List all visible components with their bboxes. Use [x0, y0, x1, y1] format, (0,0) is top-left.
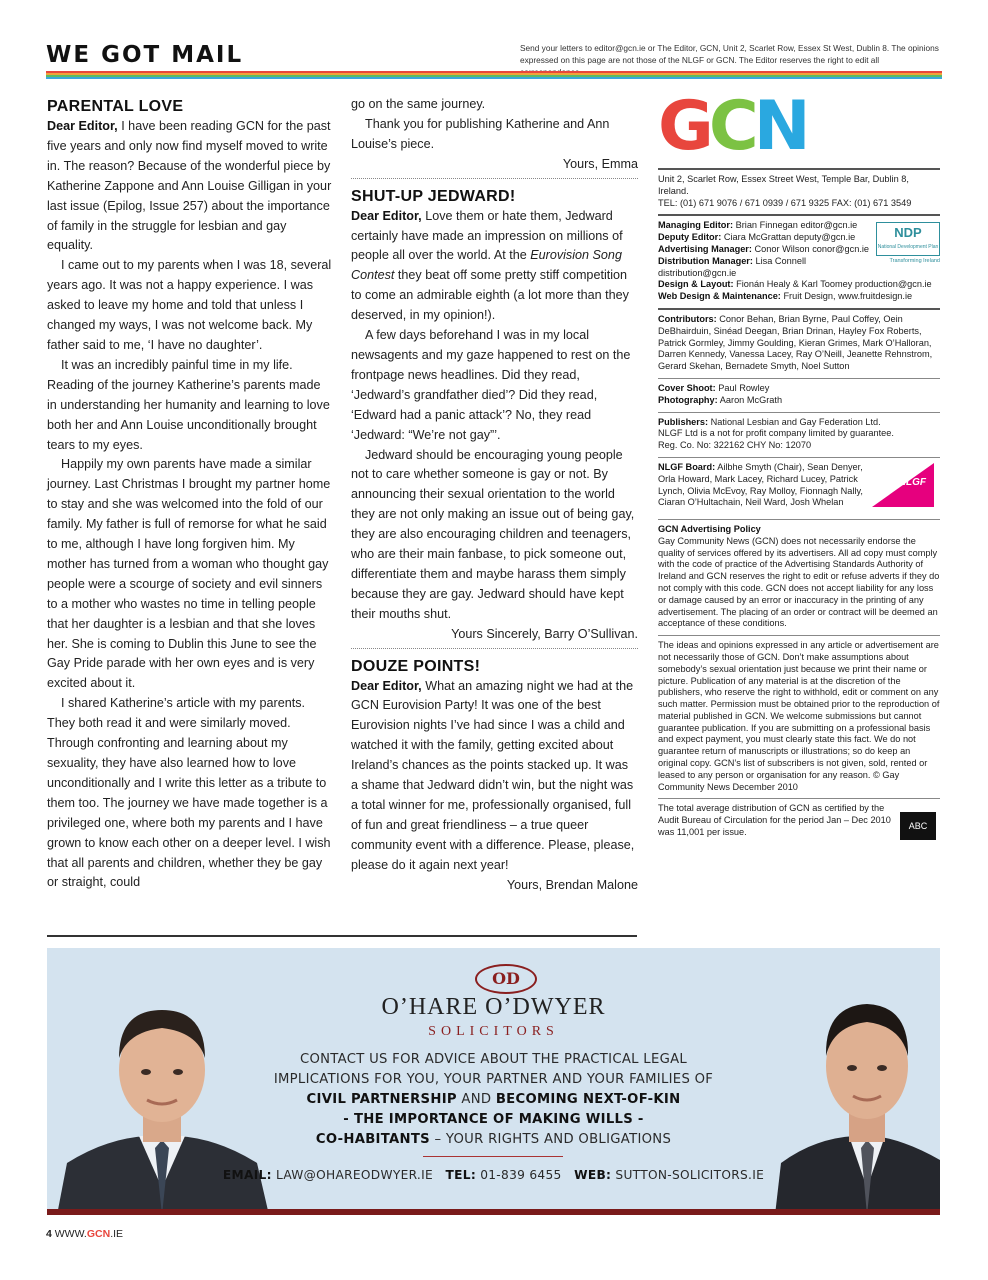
ad-bottom-bar: [47, 1209, 940, 1215]
salutation: Dear Editor,: [351, 678, 422, 693]
publication-info-column: [658, 87, 940, 848]
staff-row: Web Design & Maintenance: Fruit Design, www.fruitdesign.ie: [658, 291, 913, 302]
nlgf-logo-text: NLGF: [898, 477, 926, 489]
firm-monogram-logo: OD: [475, 964, 537, 994]
letter-paragraph: go on the same journey.: [351, 97, 486, 111]
letter-jedward: [351, 187, 638, 645]
contributors-block: Contributors: Conor Behan, Brian Byrne, Paul Coffey, Oein DeBhairduin, Sinéad Deegan, Brian Drinan, Hayley Fox Roberts, Patrick Gormley, Jimmy Goulding, Kieran Grimes, Mark O’Halloran, Darren Kennedy, Vanessa Lacey, Ray O’Neill, Jeanette Rehnstrom, Gerard Skehan, Bernadete Smyth, Noel Sutton: [658, 308, 940, 378]
letter-paragraph: Happily my own parents have made a similar journey. Last Christmas I brought my partner home to stay and she was welcomed into the fold of our family. My father is full of remorse for what he said to me, although I have long forgiven him. My mother has turned from a woman who thought gay people were a scourge of society and evil sinners to a mother who wastes no time in telling people that her daughter is a lesbian and that she loves her. She is coming to Dublin this June to see the Gay Pride parade with her own eyes and is very excited about it.: [47, 457, 331, 691]
letters-column-2: [351, 95, 638, 896]
gcn-logo: GCN: [658, 87, 806, 166]
letter-paragraph: A few days beforehand I was in my local newsagents and my gaze happened to rest on the frontpage news headlines. Did they read, ‘Jedward’s grandfather died’? Did they read, ‘Edward had a panic attack’? No, they read ‘Jedward: “We’re not gay”’.: [351, 328, 631, 442]
disclaimer-block: The ideas and opinions expressed in any article or advertisement are not necessarily those of GCN. Don’t make assumptions about somebody’s sexual orientation just because we print their name or picture. Publication of any material is at the discretion of the publishers, who reserve the right to withhold, edit or comment on any such matter. Permission must be obtained prior to the reproduction of material published in GCN. We welcome submissions but cannot guarantee publication. If you are submitting on a professional basis and expect payment, you must clearly state this fact. We do not guarantee return of manuscripts or illustrations; so do keep an original copy. GCN’s list of subscribers is not given, sold, rented or leased to any person or organisation for any reason. © Gay Community News December 2010: [658, 635, 940, 798]
letter-title: PARENTAL LOVE: [47, 98, 184, 115]
solicitors-advert[interactable]: [47, 948, 940, 1215]
dotted-divider: [351, 178, 638, 179]
letter-title: DOUZE POINTS!: [351, 657, 481, 675]
submission-notice: Send your letters to editor@gcn.ie or The Editor, GCN, Unit 2, Scarlet Row, Essex St West, Dublin 8. The opinions expressed on this page are not those of the NLGF or GCN. The Editor reserves the right to edit all: [520, 43, 939, 65]
staff-row: Advertising Manager: Conor Wilson conor@gcn.ie: [658, 243, 870, 254]
page-footer: [46, 1228, 123, 1240]
page-number: 4: [46, 1228, 52, 1240]
ad-divider: [423, 1156, 563, 1157]
ad-line-2: IMPLICATIONS FOR YOU, YOUR PARTNER AND YOUR FAMILIES OF: [273, 1072, 714, 1087]
ndp-tagline: Transforming Ireland: [889, 258, 940, 265]
staff-row: Managing Editor: Brian Finnegan editor@gcn.ie: [658, 220, 858, 231]
dotted-divider: [351, 648, 638, 649]
stripe-blue: [46, 77, 942, 79]
ad-policy-block: GCN Advertising Policy Gay Community News (GCN) does not necessarily endorse the quality of services offered by its advertisers. All ad copy must comply with the code of practice of the Advertising Standards Authority of Ireland and GCN reserves the right to edit or refuse adverts if they do not comply with this code. GCN does not accept liability for any loss or damage caused by an error or inaccuracy in the printing of any advertisement. The placing of an order or contract will be deemed an acceptance of these conditions.: [658, 519, 940, 635]
ad-line-3: CIVIL PARTNERSHIP AND BECOMING NEXT-OF-KIN: [306, 1092, 681, 1107]
section-masthead: WE GOT MAIL: [46, 42, 244, 68]
board-block: NLGF Board: Ailbhe Smyth (Chair), Sean Denyer, Orla Howard, Mark Lacey, Richard Lucey, Patrick Lynch, Olivia McEvoy, Ray Molloy, Fionnagh Nally, Ciaran O’Hultachain, Neil Ward, Josh Whelan NLGF: [658, 457, 940, 519]
staff-row: Deputy Editor: Ciara McGrattan deputy@gcn.ie: [658, 232, 856, 243]
staff-row: Design & Layout: Fionán Healy & Karl Toomey production@gcn.ie: [658, 279, 932, 290]
ad-contact-line: EMAIL: LAW@OHAREODWYER.IE TEL: 01-839 6455 WEB: SUTTON-SOLICITORS.IE: [222, 1168, 765, 1182]
salutation: Dear Editor,: [351, 208, 422, 223]
address-block: [658, 168, 940, 214]
site-url[interactable]: WWW.GCN.IE: [54, 1228, 124, 1240]
staff-block: [658, 214, 940, 308]
signoff: Yours Sincerely, Barry O’Sullivan.: [451, 626, 638, 641]
letter-paragraph: Jedward should be encouraging young people not to care whether someone is gay or not. By announcing their sexual orientation to the world they are not only making an issue out of being gay, they are also encouraging children and teenagers, who are their main fanbase, to pick someone out, differentiate them and maybe harass them simply because they are gay. Jedward should have kept their mouths shut.: [351, 447, 635, 621]
publishers-block: Publishers: National Lesbian and Gay Federation Ltd. NLGF Ltd is a not for profit company limited by guarantee. Reg. Co. No: 322162 CHY No: 12070: [658, 412, 940, 457]
ad-policy-title: GCN Advertising Policy: [658, 523, 761, 534]
abc-logo: ABC: [900, 812, 936, 840]
firm-name: O’HARE O’DWYER: [381, 994, 606, 1020]
signoff: Yours, Emma: [562, 156, 638, 171]
ad-phone[interactable]: 01-839 6455: [480, 1168, 562, 1182]
letter-paragraph: Dear Editor, Love them or hate them, Jedward certainly have made an impression on millions of people all over the world. At the Eurovision Song Contest they beat off some pretty stiff competition to come an admirable eighth (a lot more than they deserved, in my opinion!).: [351, 208, 629, 323]
letter-paragraph: Dear Editor, What an amazing night we had at the GCN Eurovision Party! It was one of the best Eurovision nights I’ve had since I was a child and watched it with the family, getting excited about Ireland’s chances as the points stacked up. It was a shame that Jedward didn’t win, but the night was a total winner for me, professionally organised, full of fun and great friendliness – a true queer community event with a difference. Please, please, please do it again next year!: [351, 678, 635, 872]
ad-line-4: - THE IMPORTANCE OF MAKING WILLS -: [343, 1112, 644, 1127]
ad-web-link[interactable]: SUTTON-SOLICITORS.IE: [615, 1168, 765, 1182]
ad-email-link[interactable]: LAW@OHAREODWYER.IE: [275, 1168, 433, 1182]
letter-douze-points: [351, 657, 638, 896]
phone: TEL: (01) 671 9076 / 671 0939 / 671 9325 FAX: (01) 671 3549: [658, 197, 912, 208]
letter-paragraph: It was an incredibly painful time in my life. Reading of the journey Katherine’s parents made in understanding her humanity and learning to love both her and Ann Louise unconditionally brought tears to my eyes.: [47, 357, 330, 452]
column-bottom-rule: [47, 935, 637, 937]
address: Unit 2, Scarlet Row, Essex Street West, Temple Bar, Dublin 8, Ireland.: [658, 174, 909, 196]
firm-subtitle: SOLICITORS: [428, 1024, 559, 1039]
credits-block: Cover Shoot: Paul Rowley Photography: Aaron McGrath: [658, 378, 940, 412]
header-stripes: [46, 71, 942, 79]
ndp-logo: NDP National Development Plan: [876, 222, 940, 256]
signoff: Yours, Brendan Malone: [506, 877, 638, 892]
ad-line-5: CO-HABITANTS – YOUR RIGHTS AND OBLIGATIONS: [315, 1132, 672, 1147]
letter-paragraph: I shared Katherine’s article with my parents. They both read it and were similarly moved. Through confronting and learning about my sexuality, they have also learned how to love unconditionally and I write this letter as a tribute to them too. The journey we have made together is a privileged one, where both my parents and I have grown to know each other on a deeper level. I wish that all parents and children, whether they be gay or straight, could: [47, 696, 331, 890]
salutation: Dear Editor,: [47, 119, 118, 133]
letter-paragraph: Thank you for publishing Katherine and Ann Louise’s piece.: [351, 116, 610, 151]
circulation-block: The total average distribution of GCN as certified by the Audit Bureau of Circulation for the period Jan – Dec 2010 was 11,001 per issue. ABC: [658, 798, 940, 848]
letter-paragraph: Dear Editor, I have been reading GCN for the past five years and only now find myself moved to write in. The reason? Because of the wonderful piece by Katherine Zappone and Ann Louise Gilligan in your last issue (Epilog, Issue 257) about the importance of family in the struggle for lesbian and gay equality.: [47, 119, 332, 253]
letter-paragraph: I came out to my parents when I was 18, several years ago. It was not a happy experience. I was asked to leave my home and told that unless I changed my ways, I was not welcome back. My father said to me, ‘I have no daughter’.: [47, 258, 332, 352]
letter-parental-love: [47, 97, 332, 893]
staff-row: Distribution Manager: Lisa Connell distribution@gcn.ie: [658, 255, 807, 278]
letter-title: SHUT-UP JEDWARD!: [351, 187, 516, 205]
ad-line-1: CONTACT US FOR ADVICE ABOUT THE PRACTICAL LEGAL: [299, 1052, 688, 1067]
